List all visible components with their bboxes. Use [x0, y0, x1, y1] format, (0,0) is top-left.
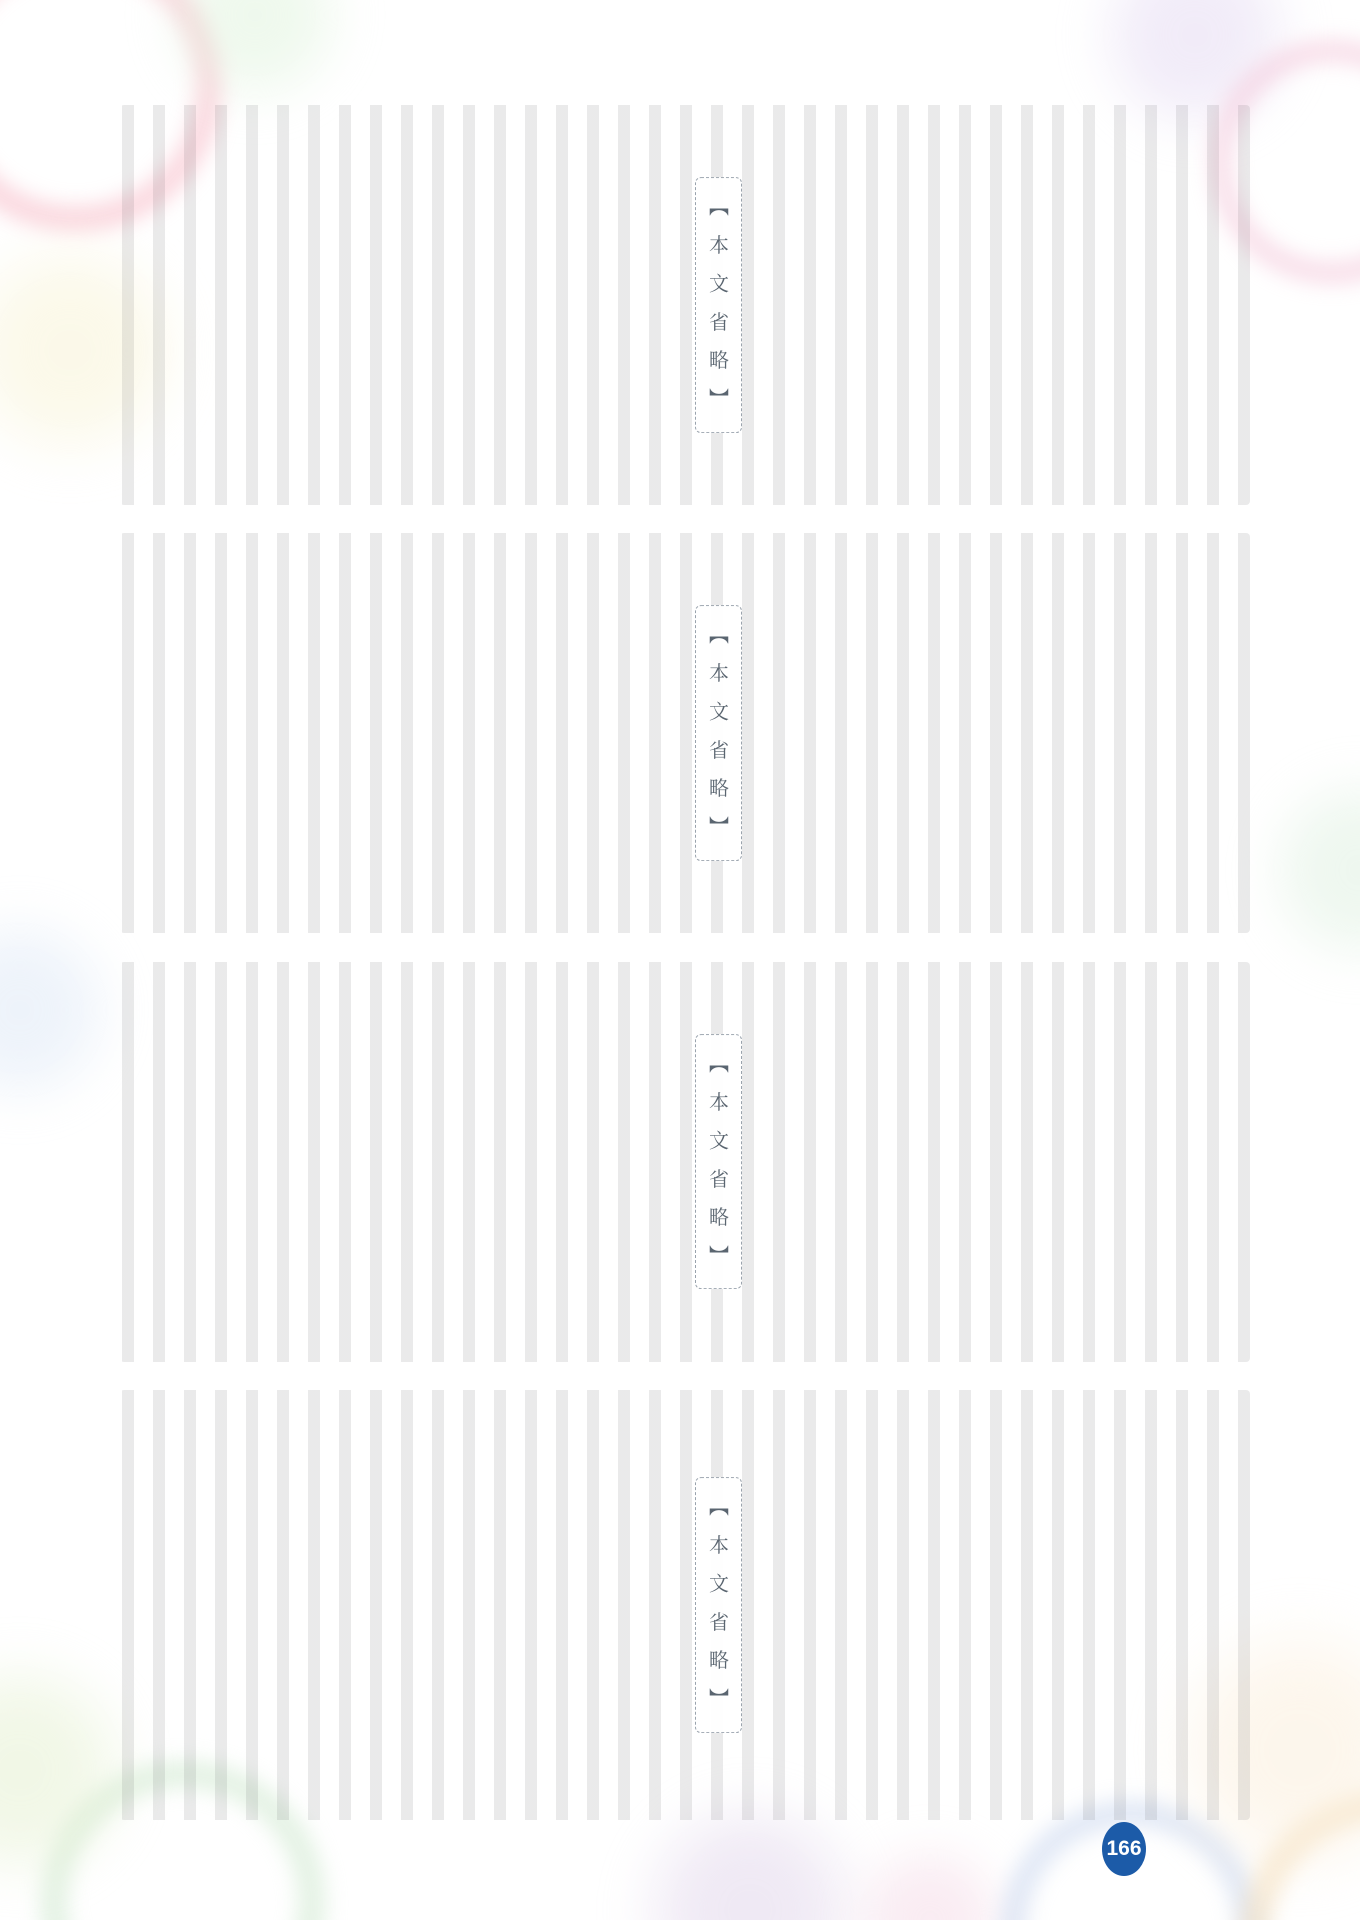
bokeh-blob-top-left-green [150, 0, 360, 120]
page-number: 166 [1106, 1837, 1142, 1860]
redaction-notice: 【 本 文 省 略 】 [695, 1477, 742, 1733]
page-number-badge [1102, 1822, 1146, 1876]
text-band-4 [120, 1390, 1250, 1820]
text-band-2 [120, 533, 1250, 933]
redaction-notice: 【 本 文 省 略 】 [695, 1034, 742, 1290]
redaction-notice: 【 本 文 省 略 】 [695, 177, 742, 433]
text-band-1 [120, 105, 1250, 505]
bokeh-ring-bottom-right-orange [1240, 1790, 1360, 1920]
redaction-notice: 【 本 文 省 略 】 [695, 605, 742, 861]
bokeh-blob-bottom-pink [840, 1830, 1020, 1920]
bokeh-blob-left-blue [0, 900, 130, 1120]
text-band-3 [120, 962, 1250, 1362]
text-content-area [120, 105, 1250, 1820]
bokeh-blob-right-green [1250, 760, 1360, 980]
